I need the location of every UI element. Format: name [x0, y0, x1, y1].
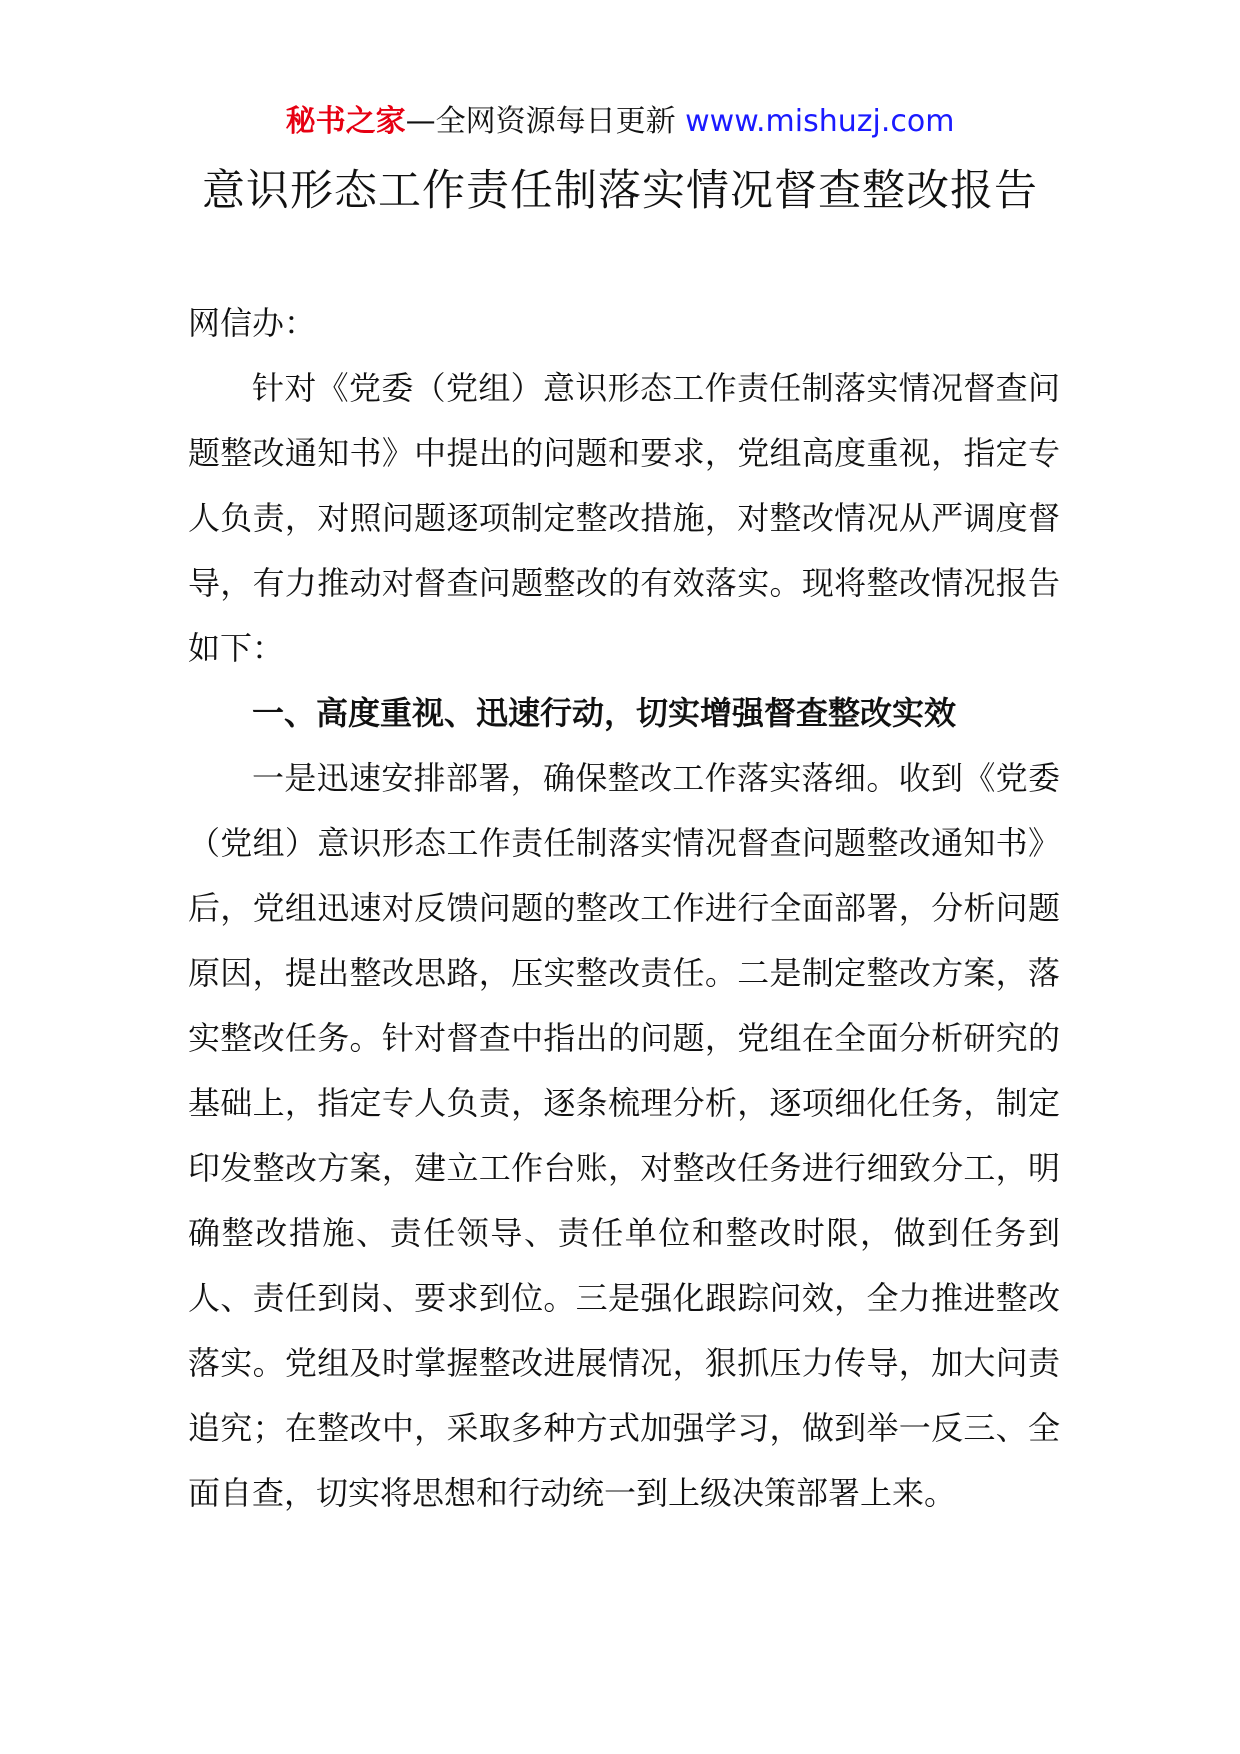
site-tagline: —全网资源每日更新: [405, 104, 686, 139]
salutation: 网信办：: [188, 304, 317, 342]
intro-paragraph: 针对《党委（党组）意识形态工作责任制落实情况督查问题整改通知书》中提出的问题和要求，党组高度重视，指定专人负责，对照问题逐项制定整改措施，对整改情况从严调度督导，有力推动对督查问题整改的有效落实。现将整改情况报告如下：: [188, 369, 1060, 667]
section-heading: 一、高度重视、迅速行动，切实增强督查整改实效: [252, 694, 957, 732]
brand-name: 秘书之家: [285, 104, 406, 139]
document-body: [188, 291, 1060, 1526]
site-url-link[interactable]: www.mishuzj.com: [685, 104, 955, 139]
section-paragraph: 一是迅速安排部署，确保整改工作落实落细。收到《党委（党组）意识形态工作责任制落实情况督查问题整改通知书》后，党组迅速对反馈问题的整改工作进行全面部署，分析问题原因，提出整改思路，压实整改责任。二是制定整改方案，落实整改任务。针对督查中指出的问题，党组在全面分析研究的基础上，指定专人负责，逐条梳理分析，逐项细化任务，制定印发整改方案，建立工作台账，对整改任务进行细致分工，明确整改措施、责任领导、责任单位和整改时限，做到任务到人、责任到岗、要求到位。三是强化跟踪问效，全力推进整改落实。党组及时掌握整改进展情况，狠抓压力传导，加大问责追究；在整改中，采取多种方式加强学习，做到举一反三、全面自查，切实将思想和行动统一到上级决策部署上来。: [188, 759, 1060, 1512]
document-title: 意识形态工作责任制落实情况督查整改报告: [202, 166, 1038, 216]
site-header: [0, 100, 1240, 144]
